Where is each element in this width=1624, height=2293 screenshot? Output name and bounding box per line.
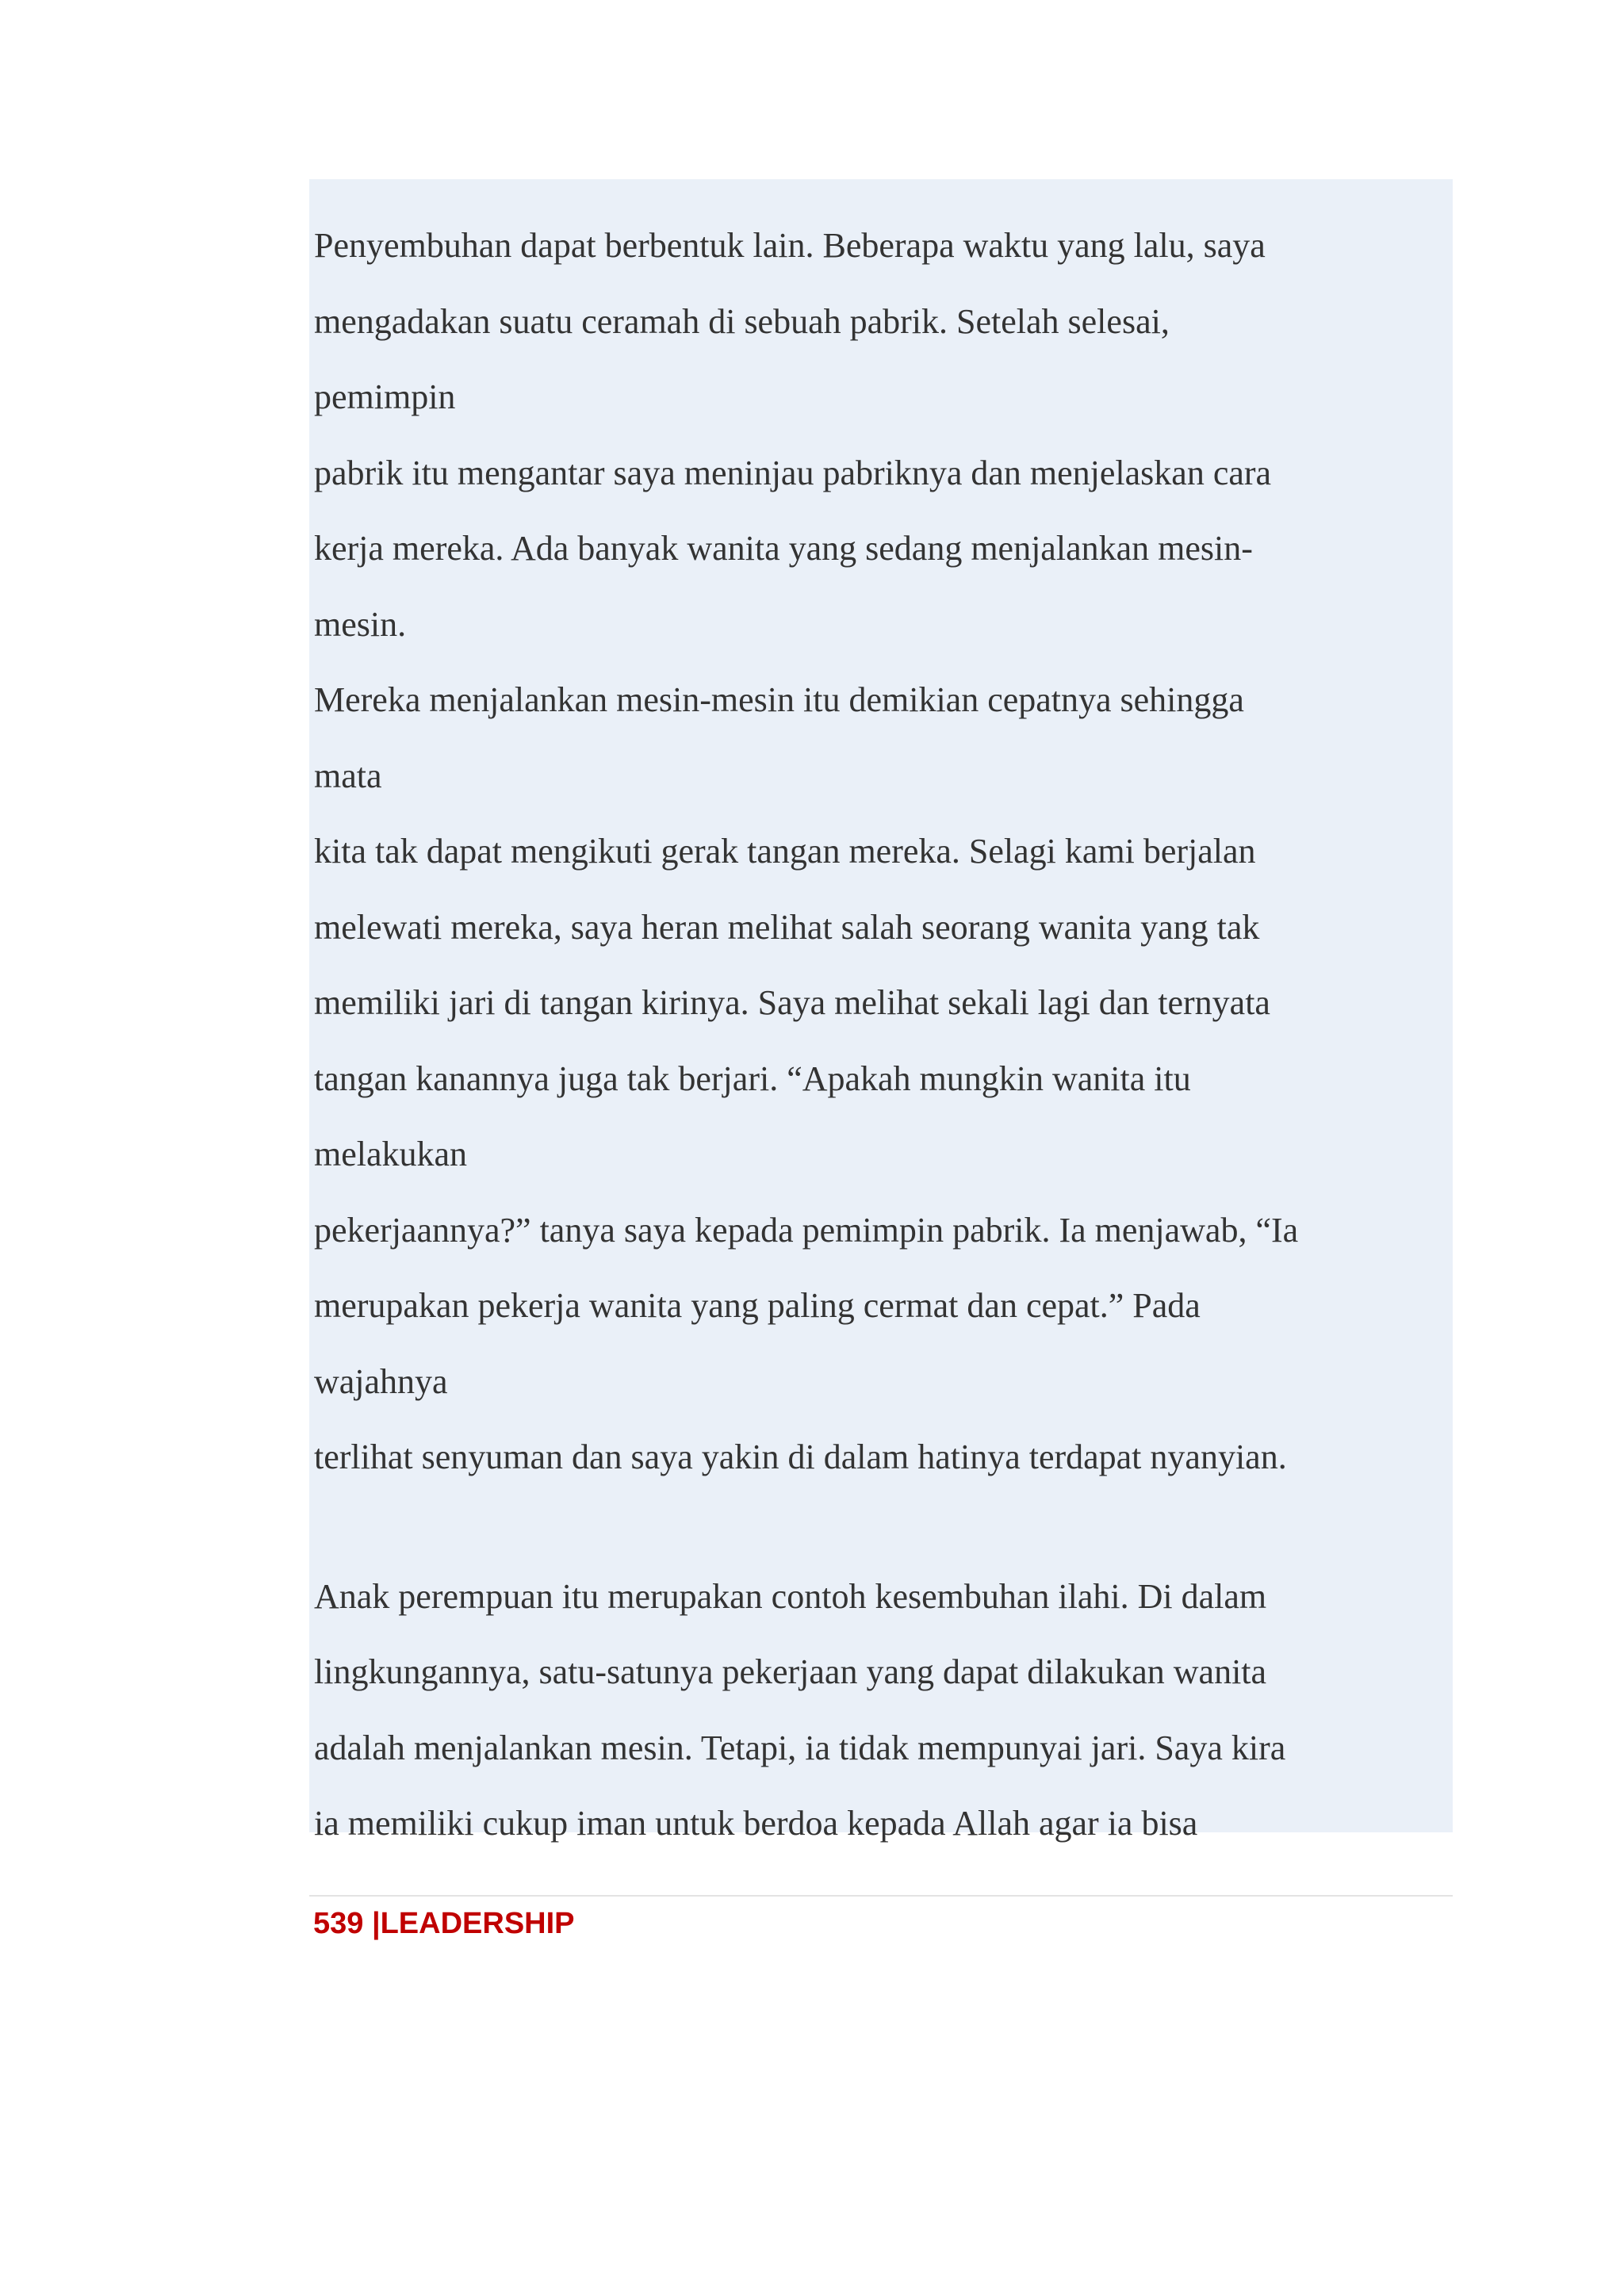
body-line: lingkungannya, satu-satunya pekerjaan yang dapat dilakukan wanita [314,1652,1267,1691]
body-line: adalah menjalankan mesin. Tetapi, ia tidak mempunyai jari. Saya kira [314,1728,1286,1767]
body-line: wajahnya [314,1361,448,1401]
body-line: mata [314,756,382,795]
body-line: ia memiliki cukup iman untuk berdoa kepada Allah agar ia bisa [314,1804,1198,1843]
body-line: pabrik itu mengantar saya meninjau pabriknya dan menjelaskan cara [314,453,1272,492]
body-line: kerja mereka. Ada banyak wanita yang sedang menjalankan mesin- [314,529,1253,568]
footer-divider [309,1895,1453,1897]
paragraph-break [314,1495,1453,1559]
body-line: melakukan [314,1135,468,1173]
body-line: Mereka menjalankan mesin-mesin itu demikian cepatnya sehingga [314,680,1244,719]
body-line: merupakan pekerja wanita yang paling cermat dan cepat.” Pada [314,1286,1201,1325]
body-line: mengadakan suatu ceramah di sebuah pabrik. Setelah selesai, [314,301,1170,341]
body-line: Penyembuhan dapat berbentuk lain. Beberapa waktu yang lalu, saya [314,226,1266,265]
body-text-block [309,179,1453,1843]
body-line: memiliki jari di tangan kirinya. Saya melihat sekali lagi dan ternyata [314,983,1270,1022]
body-line: kita tak dapat mengikuti gerak tangan mereka. Selagi kami berjalan [314,832,1256,871]
page-footer-label: 539 |LEADERSHIP [313,1907,575,1940]
body-line: melewati mereka, saya heran melihat salah seorang wanita yang tak [314,907,1260,947]
body-line: mesin. [314,604,407,644]
body-line: terlihat senyuman dan saya yakin di dalam hatinya terdapat nyanyian. [314,1437,1287,1476]
body-line: tangan kanannya juga tak berjari. “Apakah mungkin wanita itu [314,1058,1191,1098]
body-line: pekerjaannya?” tanya saya kepada pemimpin pabrik. Ia menjawab, “Ia [314,1210,1299,1250]
body-line: Anak perempuan itu merupakan contoh kesembuhan ilahi. Di dalam [314,1576,1267,1616]
body-line: pemimpin [314,377,456,416]
